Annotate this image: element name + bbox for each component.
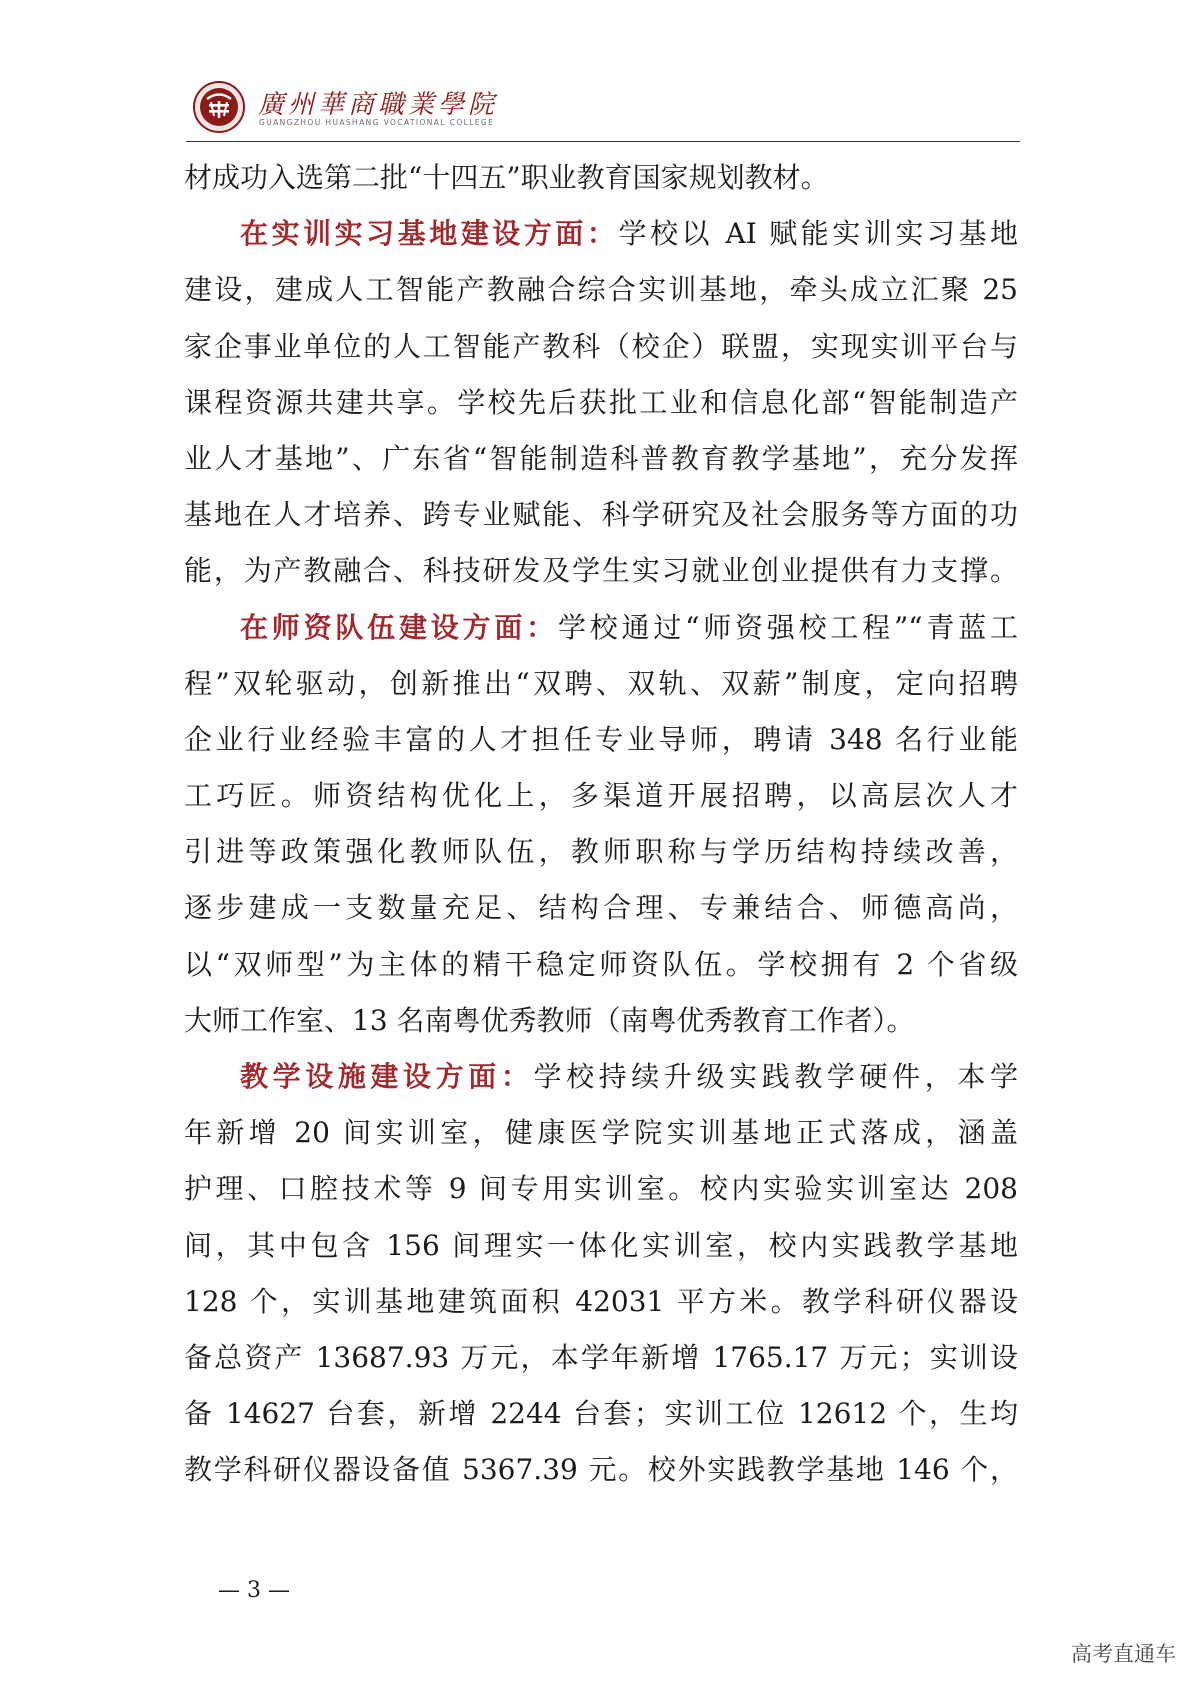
paragraph-first-line [184,1049,1018,1105]
page-header [186,78,1020,142]
text-line: 逐步建成一支数量充足、结构合理、专兼结合、师德高尚， [184,891,1018,925]
text-line: 建设，建成人工智能产教融合综合实训基地，牵头成立汇聚 25 [184,273,1018,307]
section-heading-training-base: 在实训实习基地建设方面： [240,217,619,251]
text-line: 年新增 20 间实训室，健康医学院实训基地正式落成，涵盖 [184,1116,1018,1150]
text-line: 家企事业单位的人工智能产教科（校企）联盟，实现实训平台与 [184,329,1018,363]
paragraph-text: 学校以 AI 赋能实训实习基地 [618,217,1018,251]
text-line: 教学科研仪器设备值 5367.39 元。校外实践教学基地 146 个， [184,1453,1018,1487]
college-name-cn: 廣州華商職業學院 [258,90,499,120]
header-divider [186,141,1020,142]
text-line: 大师工作室、13 名南粤优秀教师（南粤优秀教育工作者）。 [184,1003,915,1037]
text-line: 企业行业经验丰富的人才担任专业导师，聘请 348 名行业能 [184,722,1018,756]
text-line: 128 个，实训基地建筑面积 42031 平方米。教学科研仪器设 [184,1284,1018,1318]
section-heading-faculty: 在师资队伍建设方面： [240,610,558,644]
text-line: 业人才基地”、广东省“智能制造科普教育教学基地”，充分发挥 [184,441,1018,475]
text-line: 备 14627 台套，新增 2244 台套；实训工位 12612 个，生均 [184,1397,1018,1431]
paragraph-text: 学校持续升级实践教学硬件，本学 [533,1060,1018,1093]
college-name-en: GUANGZHOU HUASHANG VOCATIONAL COLLEGE [259,118,495,127]
text-line: 备总资产 13687.93 万元，本学年新增 1765.17 万元；实训设 [184,1340,1018,1374]
paragraph-first-line [184,206,1018,262]
paragraph-first-line [184,600,1018,656]
paragraph-text: 学校通过“师资强校工程”“青蓝工 [557,610,1018,644]
text-line: 课程资源共建共享。学校先后获批工业和信息化部“智能制造产 [184,385,1018,419]
text-line: 材成功入选第二批“十四五”职业教育国家规划教材。 [184,161,829,194]
document-body [184,150,1018,1499]
text-line: 工巧匠。师资结构优化上，多渠道开展招聘，以高层次人才 [184,779,1018,813]
text-line: 基地在人才培养、跨专业赋能、科学研究及社会服务等方面的功 [184,498,1018,532]
text-line: 程”双轮驱动，创新推出“双聘、双轨、双薪”制度，定向招聘 [184,666,1018,700]
text-line: 间，其中包含 156 间理实一体化实训室，校内实践教学基地 [184,1228,1018,1262]
college-seal-icon [192,80,246,134]
text-line: 护理、口腔技术等 9 间专用实训室。校内实验实训室达 208 [184,1172,1018,1206]
text-line: 能，为产教融合、科技研发及学生实习就业创业提供有力支撑。 [184,554,1018,588]
text-line: 引进等政策强化教师队伍，教师职称与学历结构持续改善， [184,835,1018,869]
text-line: 以“双师型”为主体的精干稳定师资队伍。学校拥有 2 个省级 [184,947,1018,981]
page-number: — 3 — [218,1578,290,1603]
source-watermark: 高考直通车 [1071,1642,1176,1666]
section-heading-facilities: 教学设施建设方面： [240,1060,534,1093]
